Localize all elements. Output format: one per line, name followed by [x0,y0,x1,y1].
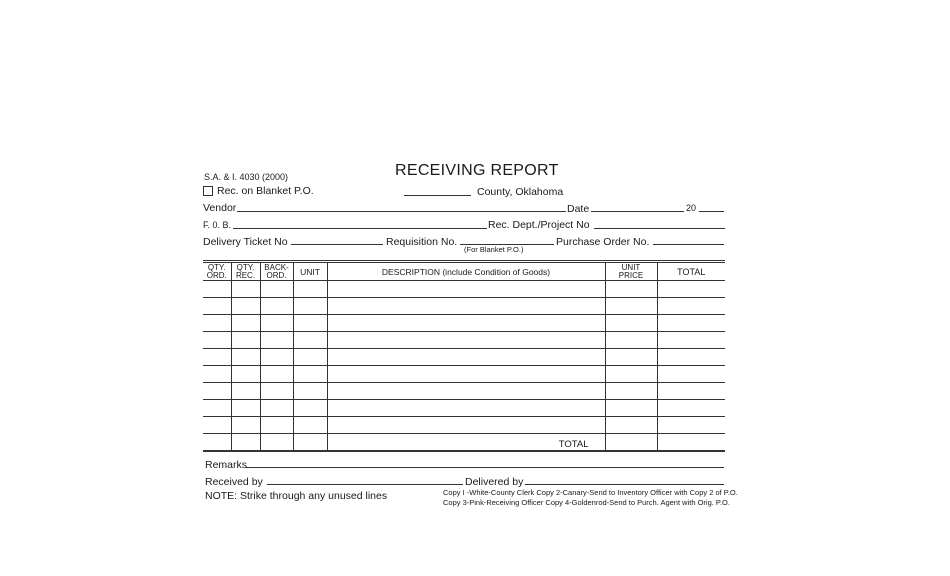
rec-dept-label: Rec. Dept./Project No [488,219,590,231]
table-row[interactable] [203,332,725,349]
purchase-order-label: Purchase Order No. [556,236,650,248]
table-row[interactable] [203,383,725,400]
requisition-label: Requisition No. [386,236,458,248]
col-description: DESCRIPTION (include Condition of Goods) [327,263,605,281]
copy-distribution-line-2: Copy 3-Pink-Receiving Officer Copy 4-Goldenrod-Send to Purch. Agent with Orig. P.O. [443,498,730,507]
remarks-label: Remarks [205,459,248,471]
date-label: Date [567,203,590,215]
received-by-line[interactable] [267,484,463,485]
blanket-po-label: Rec. on Blanket P.O. [217,185,314,197]
table-row[interactable] [203,315,725,332]
delivered-by-label: Delivered by [465,476,524,488]
received-by-label: Received by [205,476,263,488]
vendor-label: Vendor [203,202,237,214]
year-prefix: 20 [686,203,697,213]
col-unit-price: UNIT PRICE [605,263,657,281]
date-line[interactable] [591,211,684,212]
fob-label: F. 0. B. [203,220,232,230]
delivery-ticket-label: Delivery Ticket No [203,236,288,248]
delivered-by-line[interactable] [525,484,724,485]
table-header-row [203,263,725,281]
form-id: S.A. & I. 4030 (2000) [204,172,289,182]
strike-note: NOTE: Strike through any unused lines [205,490,388,502]
items-table [203,262,725,451]
total-label: TOTAL [327,434,605,451]
purchase-order-line[interactable] [653,244,724,245]
col-back-ord: BACK- ORD. [260,263,293,281]
col-unit: UNIT [293,263,327,281]
rec-dept-line[interactable] [594,228,725,229]
table-top-rule [203,260,725,261]
table-row[interactable] [203,298,725,315]
col-total: TOTAL [657,263,725,281]
blanket-po-checkbox[interactable] [203,186,213,196]
col-qty-rec: QTY. REC. [231,263,260,281]
table-row[interactable] [203,366,725,383]
fob-line[interactable] [233,228,487,229]
table-row[interactable] [203,400,725,417]
remarks-line[interactable] [246,467,724,468]
total-row [203,434,725,451]
table-row[interactable] [203,417,725,434]
for-blanket-note: (For Blanket P.O.) [464,245,524,254]
table-bottom-rule [203,451,725,452]
col-qty-ord: QTY. ORD. [203,263,231,281]
grand-total-cell[interactable] [657,434,725,451]
county-name-line[interactable] [404,195,471,196]
county-label: County, Oklahoma [477,186,564,198]
table-row[interactable] [203,349,725,366]
page-title: RECEIVING REPORT [395,162,559,179]
copy-distribution-line-1: Copy I -White-County Clerk Copy 2-Canary-Send to Inventory Officer with Copy 2 of P.O. [443,488,738,497]
table-row[interactable] [203,281,725,298]
year-line[interactable] [699,211,724,212]
total-unit-price-cell[interactable] [605,434,657,451]
delivery-ticket-line[interactable] [291,244,383,245]
vendor-line[interactable] [237,211,566,212]
